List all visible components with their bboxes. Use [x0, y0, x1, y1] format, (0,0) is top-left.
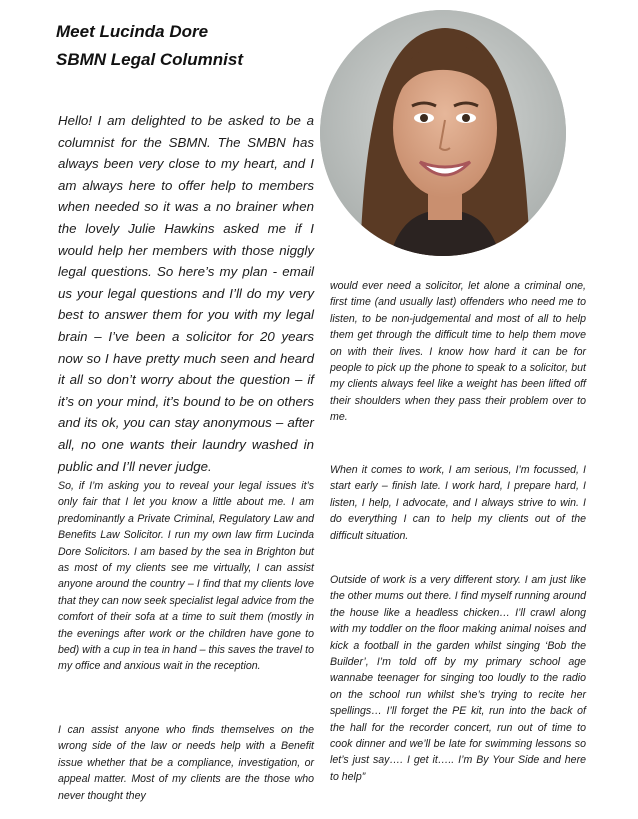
intro-paragraph: Hello! I am delighted to be asked to be a columnist for the SBMN. The SMBN has always been very close to my heart, and I am always here to offer help to members when needed so it was a no brainer when the lovely Julie Hawkins asked me if I would help her members with those niggly legal questions. So here’s my plan - email us your legal questions and I’ll do my very best to answer them for you with my legal brain – I’ve been a solicitor for 20 years now so I have pretty much seen and heard it all so don’t worry about the question – if it’s on your mind, it’s bound to be on others and its ok, you can stay anonymous – after all, no one wants their laundry washed in public and I’ll never judge.: [58, 113, 314, 474]
portrait-illustration: [320, 10, 566, 256]
right-paragraph-3: Outside of work is a very different story. I am just like the other mums out there. I find myself running around the house like a headless chicken… I’ll crawl along with my toddler on the floor making animal noises and kick a football in the garden whilst singing ‘Bob the Builder’, I’m told off by my primary school age wannabe teenager for singing too loudly to the radio on the school run whilst she’s trying to recite her spellings… I’ll forget the PE kit, run into the back of the hall for the recorder concert, run out of time to cook dinner and we’ll be late for swimming lessons so let’s just say…. I get it….. I’m By Your Side and here to help”: [330, 574, 586, 783]
title-role: SBMN Legal Columnist: [56, 50, 244, 69]
right-paragraph-1: would ever need a solicitor, let alone a criminal one, first time (and usually last) offenders who need me to listen, to be non-judgemental and most of all to help them get through the difficult time to help them move on with their lives. I know how hard it can be for people to pick up the phone to speak to a solicitor, but my clients always feel like a weight has been lifted off their shoulders when they pass their problem over to me.: [330, 280, 586, 424]
article-title: [56, 18, 243, 74]
right-paragraph-2: When it comes to work, I am serious, I’m focussed, I start early – finish late. I work hard, I prepare hard, I listen, I help, I advocate, and I always strive to win. I do everything I can to help my clients out of the difficult situation.: [330, 464, 586, 542]
portrait-photo: [320, 10, 566, 256]
title-name: Meet Lucinda Dore: [56, 22, 209, 41]
left-paragraph-2: I can assist anyone who finds themselves on the wrong side of the law or needs help with a Benefit issue whether that be a compliance, investigation, or appeal matter. Most of my clients are the those who never thought they: [58, 724, 314, 802]
left-paragraph-1: So, if I’m asking you to reveal your legal issues it’s only fair that I let you know a little about me. I am predominantly a Private Criminal, Regulatory Law and Benefits Law Solicitor. I run my own law firm Lucinda Dore Solicitors. I am based by the sea in Brighton but as most of my clients see me virtually, I can assist anyone around the country – I find that my clients love that they can now seek specialist legal advice from the comfort of their sofa at a time to suit them (mostly in the evenings after work or the children have gone to bed) with a cup in tea in hand – this saves the travel to my office and anxious wait in the reception.: [58, 480, 314, 673]
